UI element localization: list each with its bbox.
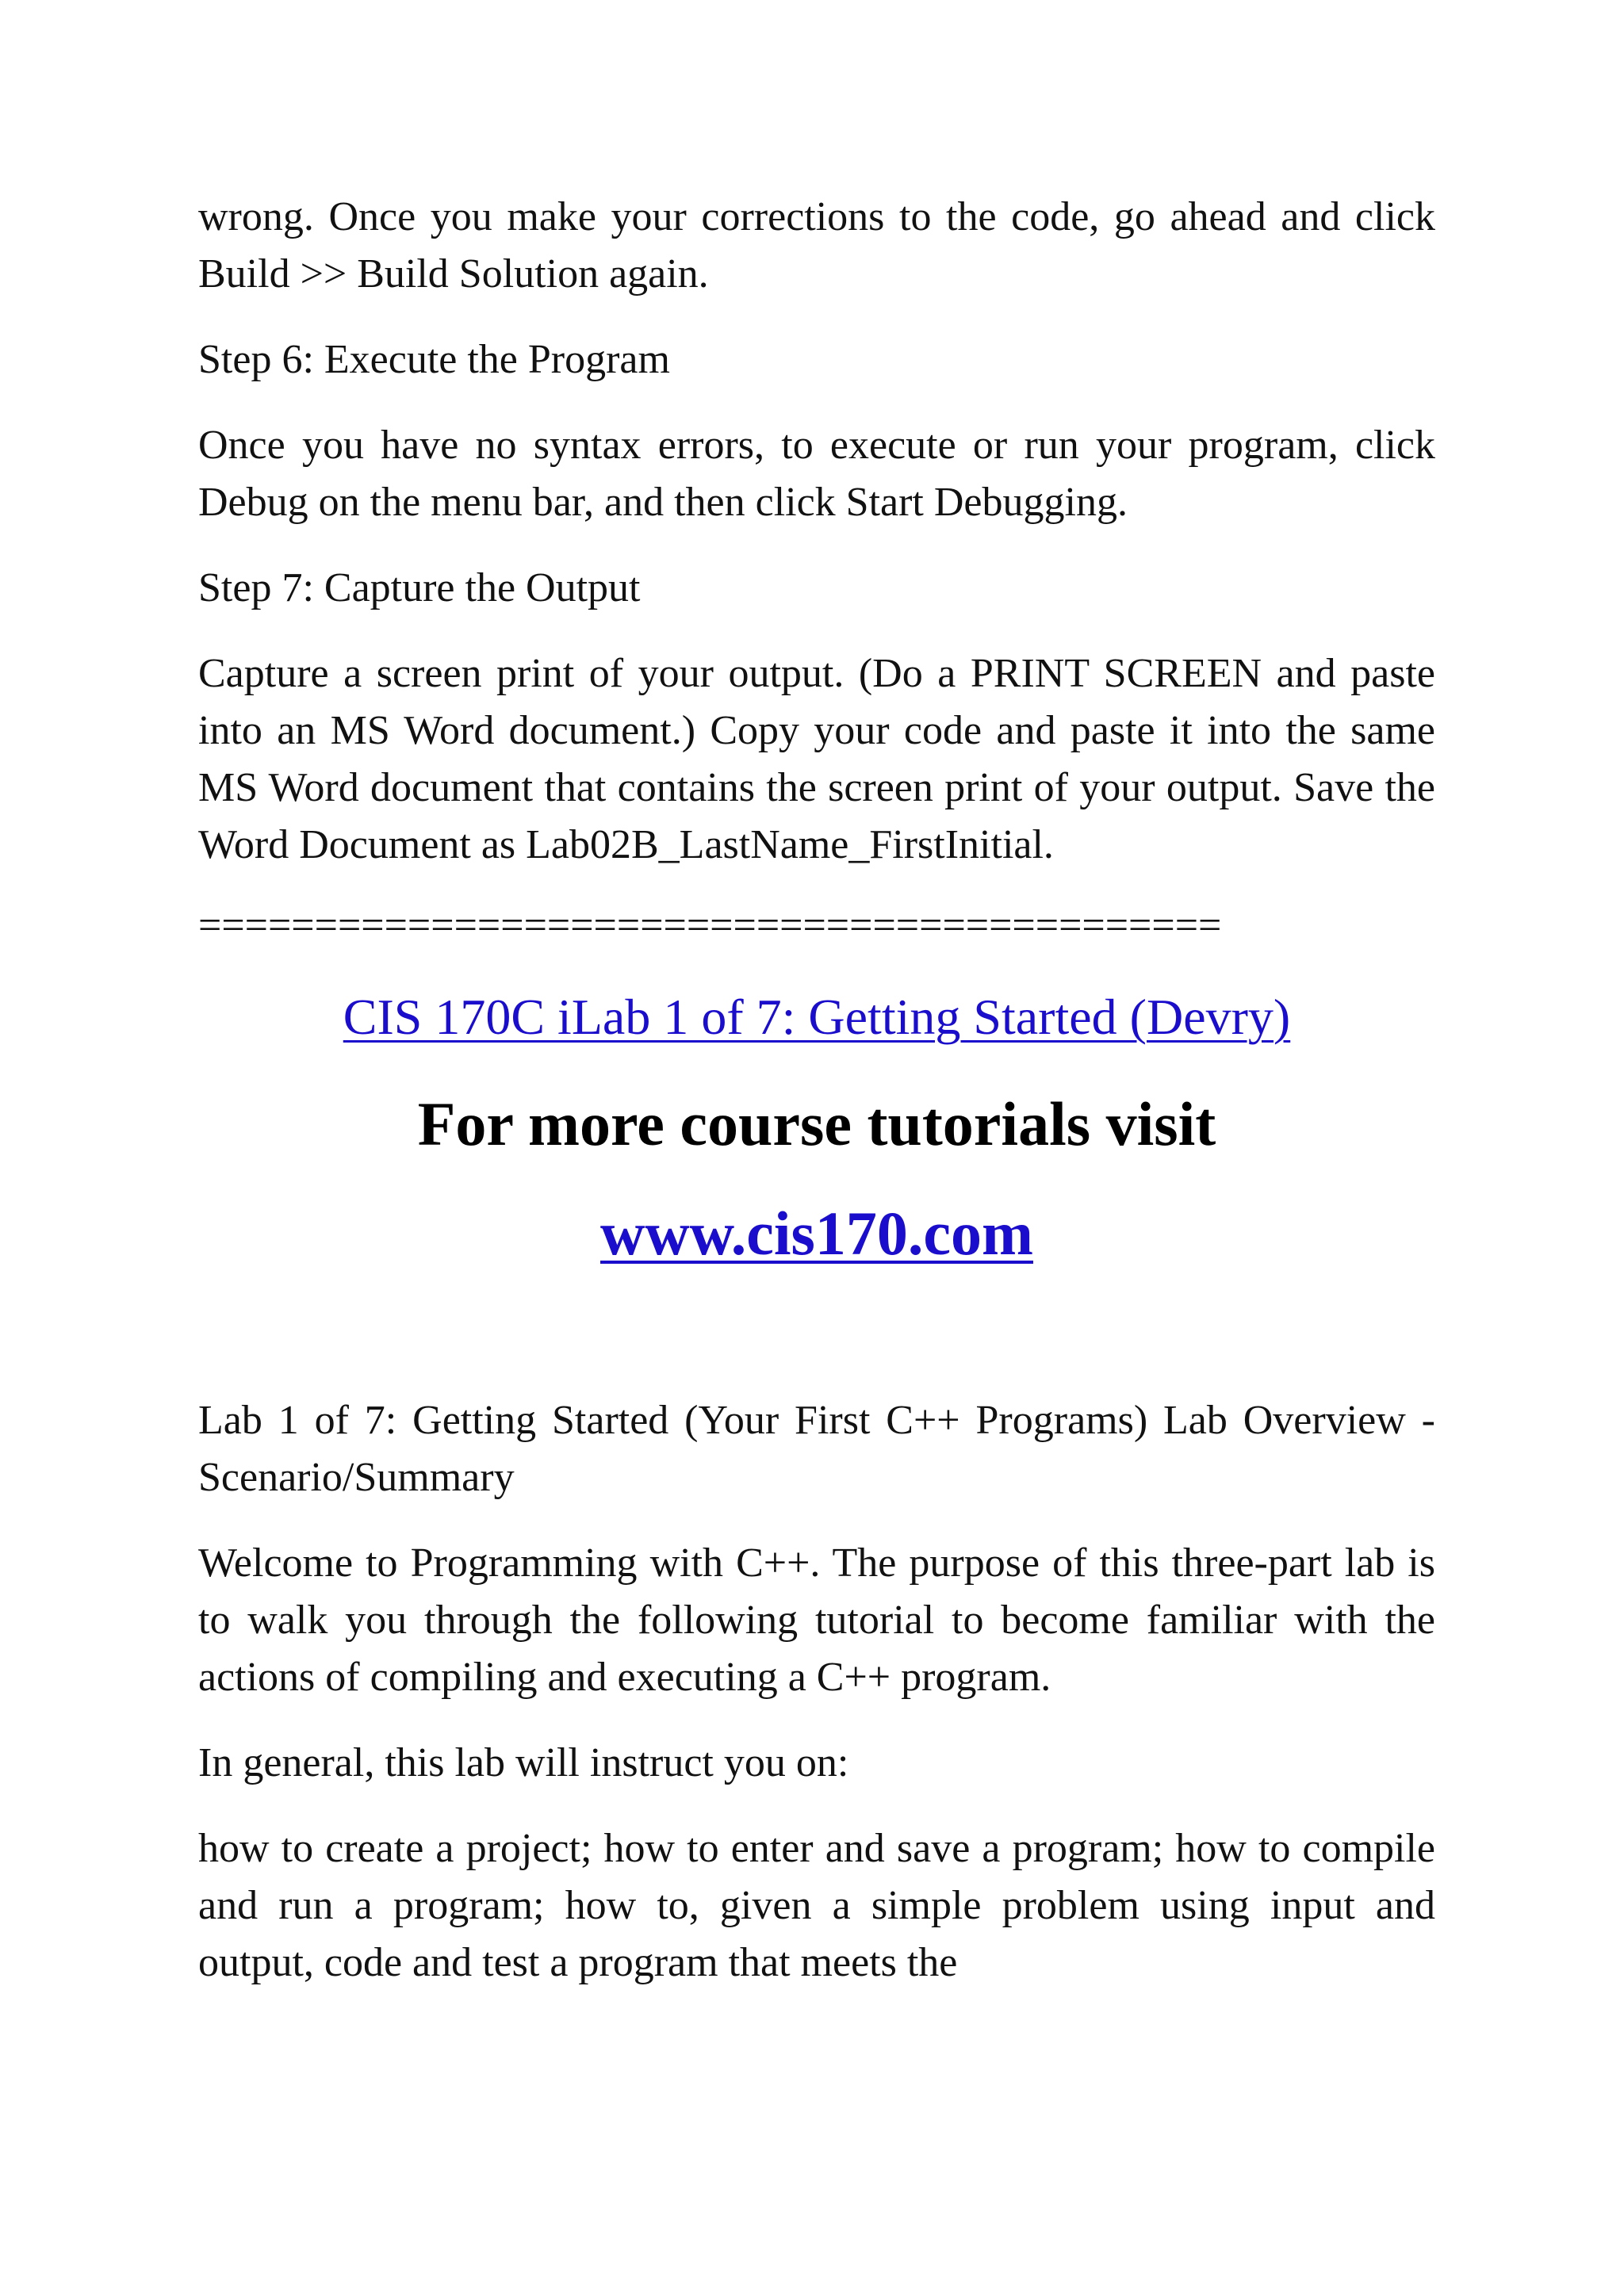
paragraph-welcome: Welcome to Programming with C++. The purpose of this three-part lab is to walk you through the following tutorial to become familiar with the actions of compiling and executing a C++ program. (198, 1540, 1435, 1700)
step-7-heading: Step 7: Capture the Output (198, 565, 641, 610)
paragraph-build-corrections: wrong. Once you make your corrections to the code, go ahead and click Build >> Build Solution again. (198, 194, 1435, 297)
paragraph-objectives: how to create a project; how to enter and save a program; how to compile and run a program; how to, given a simple problem using input and output, code and test a program that meets the (198, 1826, 1435, 1985)
lab-overview-title: Lab 1 of 7: Getting Started (Your First C++ Programs) Lab Overview - Scenario/Summary (198, 1398, 1435, 1500)
step-6-heading: Step 6: Execute the Program (198, 337, 670, 382)
document-body (198, 189, 1435, 2020)
paragraph-capture-output: Capture a screen print of your output. (Do a PRINT SCREEN and paste into an MS Word document.) Copy your code and paste it into the same MS Word document that contains the screen print of your output. Save the Word Document as Lab02B_LastName_FirstInitial. (198, 651, 1435, 867)
section-divider: ============================================ (198, 903, 1222, 948)
paragraph-in-general: In general, this lab will instruct you on: (198, 1740, 849, 1785)
promo-heading: For more course tutorials visit (417, 1089, 1216, 1158)
course-link[interactable]: CIS 170C iLab 1 of 7: Getting Started (Devry) (343, 989, 1291, 1045)
promo-url-link[interactable]: www.cis170.com (600, 1199, 1033, 1268)
paragraph-execute-program: Once you have no syntax errors, to execute or run your program, click Debug on the menu bar, and then click Start Debugging. (198, 423, 1435, 525)
